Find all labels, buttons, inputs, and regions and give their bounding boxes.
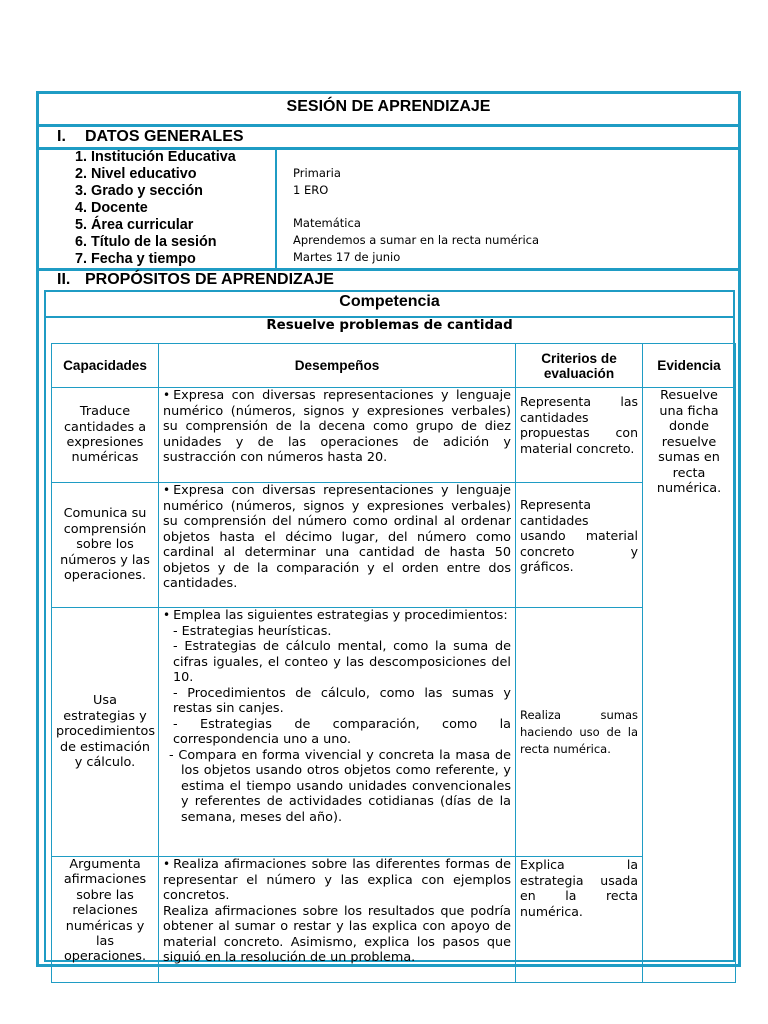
list-item: 2. Nivel educativo [91,166,236,183]
grado-value: 1 ERO [293,182,329,197]
competencia-name: Resuelve problemas de cantidad [266,318,513,333]
datos-generales [39,149,738,268]
list-item: 4. Docente [91,200,236,217]
list-item: 3. Grado y sección [91,183,236,200]
datos-list [39,149,236,268]
section-label: PROPÓSITOS DE APRENDIZAJE [85,271,334,288]
fecha-value: Martes 17 de junio [293,249,401,264]
column-divider [275,149,277,268]
desempeno-cell [159,483,516,608]
desempeno-item: - Estrategias de comparación, como la correspondencia uno a uno. [173,716,511,747]
table-row [52,608,736,857]
desempeno-intro: • Emplea las siguientes estrategias y procedimientos: [163,608,511,624]
criterio-cell: Realiza sumas haciendo uso de la recta numérica. [516,608,643,857]
titulo-value: Aprendemos a sumar en la recta numérica [293,233,540,248]
desempeno-cell [159,608,516,857]
datos-values [293,165,539,266]
desempeno-item: - Estrategias de cálculo mental, como la suma de cifras iguales, el conteo y las descomposiciones del 10. [173,639,511,685]
table-row [52,388,736,483]
desempeno-text: • Expresa con diversas representaciones y lenguaje numérico (números, signos y expresiones verbales) su comprensión del número como ordinal al ordenar objetos hasta el décimo lugar, del número como cardinal al determinar una cantidad de hasta 50 objetos y de la comparación y el orden entre dos cantidades. [163,483,511,592]
competencia-heading: Competencia [339,293,440,310]
desempeno-extra: - Compara en forma vivencial y concreta la masa de los objetos usando otros objetos como referente, y estima el tiempo usando unidades convencionales y referentes de actividades cotidianas (días de la semana, meses del año). [169,747,511,825]
header-evidencia: Evidencia [643,344,736,388]
nivel-value: Primaria [293,166,341,180]
capacidad-cell: Comunica su comprensión sobre los números y las operaciones. [52,483,159,608]
propositos-table [51,343,736,983]
desempeno-text: • Expresa con diversas representaciones y lenguaje numérico (números, signos y expresiones verbales) su comprensión de la decena como grupo de diez unidades y de las operaciones de adición y sustracción con números hasta 20. [163,388,511,466]
list-item: 1. Institución Educativa [91,149,236,166]
docente-value [293,199,539,216]
section-propositos [57,271,334,289]
list-item: 6. Título de la sesión [91,234,236,251]
desempeno-extra: Realiza afirmaciones sobre los resultados que podría obtener al sumar o restar y las explica con apoyo de material concreto. Asimismo, explica los pasos que siguió en la resolución de un problema. [163,903,511,965]
desempeno-item: - Estrategias heurísticas. [173,623,332,639]
propositos-box [44,290,735,965]
evidencia-cell: Resuelve una ficha donde resuelve sumas en recta numérica. [643,388,736,983]
desempeno-cell [159,857,516,983]
header-capacidades: Capacidades [52,344,159,388]
desempeno-cell [159,388,516,483]
desempeno-text: • Realiza afirmaciones sobre las diferentes formas de representar el número y las explica con ejemplos concretos. [163,857,511,904]
list-item: 7. Fecha y tiempo [91,251,236,268]
header-desempenos: Desempeños [159,344,516,388]
capacidad-cell: Usa estrategias y procedimientos de estimación y cálculo. [52,608,159,857]
criterio-cell: Representa cantidades usando material concreto y gráficos. [516,483,643,608]
section-number: I. [57,128,66,145]
desempeno-item: - Procedimientos de cálculo, como las sumas y restas sin canjes. [173,685,511,716]
capacidad-cell: Traduce cantidades a expresiones numéricas [52,388,159,483]
section-number: II. [57,271,71,288]
session-title: SESIÓN DE APRENDIZAJE [286,98,491,115]
criterio-cell: Representa las cantidades propuestas con material concreto. [516,388,643,483]
table-row [52,857,736,983]
list-item: 5. Área curricular [91,217,236,234]
session-frame [36,91,741,967]
table-row [52,483,736,608]
section-label: DATOS GENERALES [85,128,244,145]
table-header-row [52,344,736,388]
criterio-cell: Explica la estrategia usada en la recta numérica. [516,857,643,983]
capacidad-cell: Argumenta afirmaciones sobre las relaciones numéricas y las operaciones. [52,857,159,983]
header-criterios: Criterios de evaluación [516,344,643,388]
section-datos-generales [57,128,244,146]
divider [39,124,738,127]
area-value: Matemática [293,216,361,231]
